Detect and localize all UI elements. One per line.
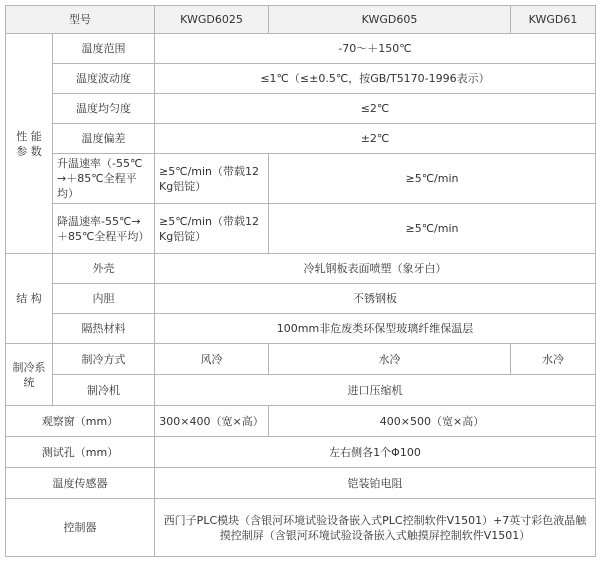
category-performance: 性 能 参 数 — [6, 34, 53, 254]
temp-range-label: 温度范围 — [53, 34, 155, 64]
window-value-a: 300×400（宽×高） — [155, 406, 269, 437]
row-cooling-method — [6, 344, 596, 375]
compressor-value: 进口压缩机 — [155, 375, 596, 406]
row-liner — [6, 284, 596, 314]
cooling-rate-value-a: ≥5℃/min（带载12Kg铝锭） — [155, 204, 269, 254]
window-label: 观察窗（mm） — [6, 406, 155, 437]
row-heating-rate — [6, 154, 596, 204]
cooling-method-value-2: 水冷 — [269, 344, 511, 375]
row-temp-range — [6, 34, 596, 64]
cooling-rate-value-b: ≥5℃/min — [269, 204, 596, 254]
compressor-label: 制冷机 — [53, 375, 155, 406]
cooling-rate-label: 降温速率-55℃→＋85℃全程平均） — [53, 204, 155, 254]
row-window — [6, 406, 596, 437]
shell-label: 外壳 — [53, 254, 155, 284]
temp-deviation-value: ±2℃ — [155, 124, 596, 154]
controller-value: 西门子PLC模块（含银河环境试验设备嵌入式PLC控制软件V1501）+7英寸彩色液晶触摸控制屏（含银河环境试验设备嵌入式触摸屏控制软件V1501） — [155, 499, 596, 557]
cooling-method-value-3: 水冷 — [511, 344, 596, 375]
header-row — [6, 6, 596, 34]
insulation-label: 隔热材料 — [53, 314, 155, 344]
header-model-label: 型号 — [6, 6, 155, 34]
test-hole-label: 测试孔（mm） — [6, 437, 155, 468]
row-sensor — [6, 468, 596, 499]
category-refrigeration: 制冷系 统 — [6, 344, 53, 406]
window-value-b: 400×500（宽×高） — [269, 406, 596, 437]
liner-label: 内胆 — [53, 284, 155, 314]
row-cooling-rate — [6, 204, 596, 254]
category-structure: 结 构 — [6, 254, 53, 344]
row-temp-deviation — [6, 124, 596, 154]
liner-value: 不锈钢板 — [155, 284, 596, 314]
heating-rate-value-a: ≥5℃/min（带载12Kg铝锭） — [155, 154, 269, 204]
header-model-2: KWGD605 — [269, 6, 511, 34]
temp-deviation-label: 温度偏差 — [53, 124, 155, 154]
header-model-3: KWGD61 — [511, 6, 596, 34]
row-compressor — [6, 375, 596, 406]
row-shell — [6, 254, 596, 284]
spec-table — [5, 5, 596, 557]
shell-value: 冷轧钢板表面喷塑（象牙白） — [155, 254, 596, 284]
controller-label: 控制器 — [6, 499, 155, 557]
temp-range-value: -70～＋150℃ — [155, 34, 596, 64]
heating-rate-label: 升温速率（-55℃→＋85℃全程平均） — [53, 154, 155, 204]
sensor-label: 温度传感器 — [6, 468, 155, 499]
temp-fluctuation-label: 温度波动度 — [53, 64, 155, 94]
row-test-hole — [6, 437, 596, 468]
row-controller — [6, 499, 596, 557]
row-insulation — [6, 314, 596, 344]
row-temp-fluctuation — [6, 64, 596, 94]
header-model-1: KWGD6025 — [155, 6, 269, 34]
test-hole-value: 左右侧各1个Φ100 — [155, 437, 596, 468]
insulation-value: 100mm非危废类环保型玻璃纤维保温层 — [155, 314, 596, 344]
temp-uniformity-label: 温度均匀度 — [53, 94, 155, 124]
cooling-method-value-1: 风冷 — [155, 344, 269, 375]
sensor-value: 铠装铂电阻 — [155, 468, 596, 499]
temp-uniformity-value: ≤2℃ — [155, 94, 596, 124]
cooling-method-label: 制冷方式 — [53, 344, 155, 375]
temp-fluctuation-value: ≤1℃（≤±0.5℃，按GB/T5170-1996表示） — [155, 64, 596, 94]
heating-rate-value-b: ≥5℃/min — [269, 154, 596, 204]
row-temp-uniformity — [6, 94, 596, 124]
